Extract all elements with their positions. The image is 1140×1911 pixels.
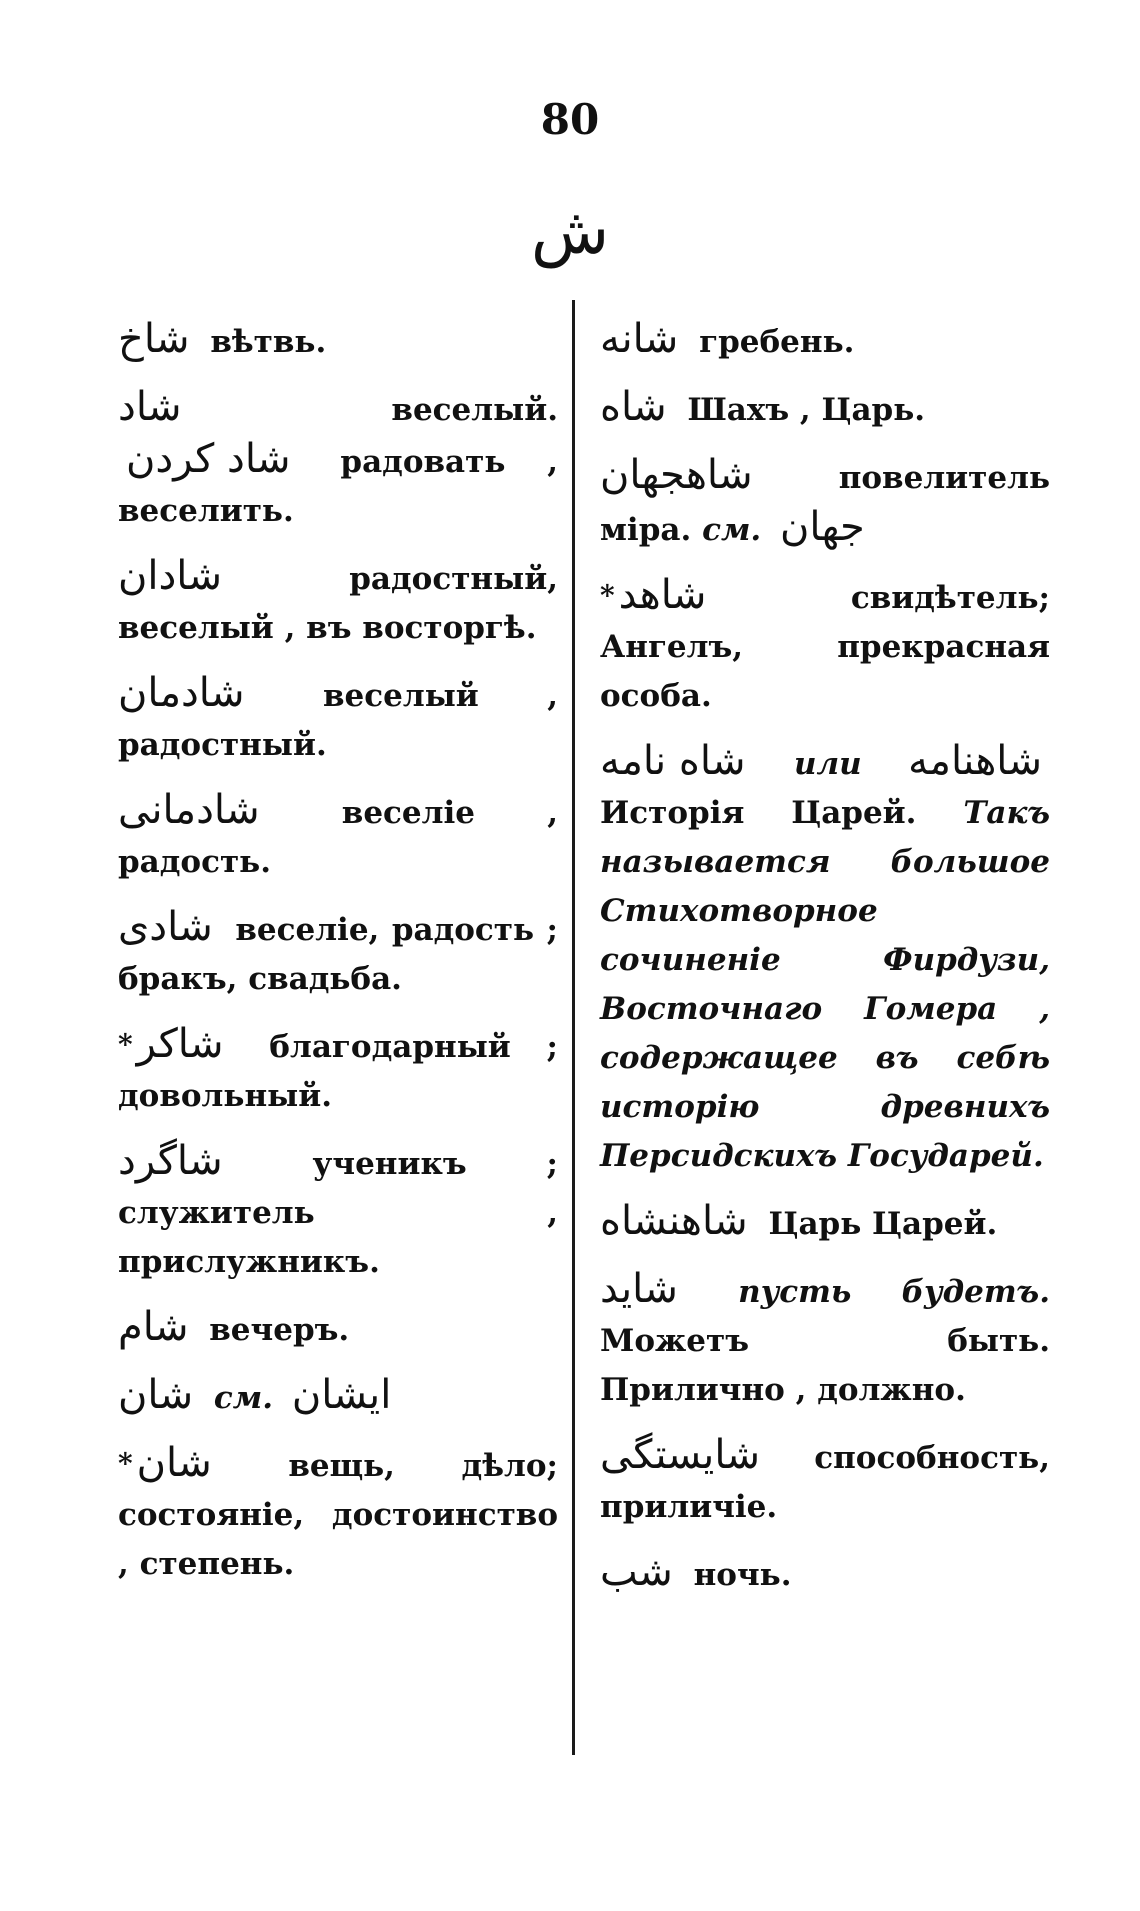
- arabic-headword: شاكر: [136, 1021, 224, 1067]
- dictionary-entry: [600, 571, 1050, 721]
- arabic-headword: شادمان: [118, 670, 245, 716]
- asterisk-marker: *: [600, 579, 615, 612]
- arabic-variant: شاهنامه: [908, 738, 1043, 784]
- arabic-headword: شادى: [118, 904, 213, 950]
- asterisk-marker: *: [118, 1028, 133, 1061]
- dictionary-entry: [118, 786, 558, 887]
- arabic-headword: شادان: [118, 553, 223, 599]
- alternative-label: или: [793, 746, 862, 782]
- dictionary-entry: [118, 1020, 558, 1121]
- arabic-headword: شادمانى: [118, 787, 260, 833]
- cross-reference-label: см.: [702, 512, 762, 548]
- dictionary-entry: [600, 451, 1050, 555]
- dictionary-entry: [118, 552, 558, 653]
- dictionary-entry: [118, 1137, 558, 1287]
- page-number: 80: [540, 95, 600, 144]
- arabic-headword: شان: [118, 1372, 194, 1418]
- dictionary-entry: [600, 1197, 1050, 1249]
- right-column: [600, 315, 1050, 1616]
- arabic-headword: شان: [136, 1440, 212, 1486]
- dictionary-entry: [118, 383, 558, 536]
- dictionary-entry: [600, 315, 1050, 367]
- dictionary-entry: [600, 1548, 1050, 1600]
- section-letter: ش: [530, 195, 610, 269]
- arabic-cross-reference: جهان: [780, 504, 865, 550]
- cross-reference-label: см.: [213, 1380, 274, 1416]
- russian-gloss: Исторія Царей.: [600, 795, 917, 831]
- russian-gloss: веселіе, радость ; бракъ, свадьба.: [118, 912, 558, 997]
- arabic-cross-reference: ايشان: [291, 1372, 392, 1418]
- russian-gloss: Можетъ быть. Прилично , должно.: [600, 1323, 1050, 1408]
- russian-gloss: вещь, дѣло; состояніе, достоинство , степень.: [118, 1448, 558, 1582]
- dictionary-entry: [600, 737, 1050, 1181]
- russian-gloss: вѣтвь.: [210, 324, 327, 360]
- asterisk-marker: *: [118, 1447, 133, 1480]
- russian-gloss: веселый.: [391, 392, 558, 428]
- column-divider: [572, 300, 575, 1755]
- dictionary-entry: [118, 1371, 558, 1423]
- arabic-headword: شاهجهان: [600, 452, 753, 498]
- dictionary-entry: [118, 315, 558, 367]
- dictionary-entry: [118, 1439, 558, 1589]
- dictionary-entry: [600, 383, 1050, 435]
- arabic-headword: شاهد: [618, 572, 707, 618]
- russian-gloss: свидѣтель; Ангелъ, прекрасная особа.: [600, 580, 1050, 714]
- arabic-headword: شاه: [600, 384, 667, 430]
- arabic-headword: شاهنشاه: [600, 1198, 748, 1244]
- russian-gloss: гребень.: [699, 324, 855, 360]
- russian-gloss: веселіе , радость.: [118, 795, 558, 880]
- russian-gloss: Шахъ , Царь.: [687, 392, 926, 428]
- dictionary-entry: [118, 903, 558, 1004]
- russian-gloss-italic: пусть будетъ.: [738, 1274, 1051, 1310]
- dictionary-entry: [118, 1303, 558, 1355]
- russian-gloss: повелитель міра.: [600, 460, 1050, 548]
- arabic-headword: شام: [118, 1304, 189, 1350]
- left-column: [118, 315, 558, 1605]
- russian-gloss: способность, приличіе.: [600, 1440, 1050, 1525]
- russian-gloss: радовать , веселить.: [118, 444, 559, 529]
- russian-gloss: вечеръ.: [209, 1312, 350, 1348]
- dictionary-entry: [118, 669, 558, 770]
- arabic-headword: شاد: [118, 384, 182, 430]
- dictionary-entry: [600, 1265, 1050, 1415]
- russian-gloss: радостный, веселый , въ восторгѣ.: [118, 561, 558, 646]
- russian-gloss: ночь.: [693, 1557, 792, 1593]
- russian-gloss: Царь Царей.: [768, 1206, 998, 1242]
- russian-gloss: ученикъ ; служитель , прислужникъ.: [118, 1146, 558, 1280]
- russian-gloss: благодарный ; довольный.: [118, 1029, 558, 1114]
- arabic-phrase: شاد كردن: [126, 436, 291, 482]
- arabic-headword: شاه نامه: [600, 738, 746, 784]
- arabic-headword: شاگرد: [118, 1138, 223, 1184]
- arabic-headword: شب: [600, 1549, 673, 1595]
- russian-gloss: веселый , радостный.: [118, 678, 558, 763]
- arabic-headword: شايستگى: [600, 1432, 761, 1478]
- dictionary-entry: [600, 1431, 1050, 1532]
- arabic-headword: شايد: [600, 1266, 678, 1312]
- arabic-headword: شاخ: [118, 316, 190, 362]
- arabic-headword: شانه: [600, 316, 679, 362]
- russian-gloss-italic: Такъ называется большое Стихотворное сочиненіе Фирдузи, Восточнаго Гомера , содержащее въ себѣ исторію древнихъ Персидскихъ Государей.: [600, 795, 1050, 1174]
